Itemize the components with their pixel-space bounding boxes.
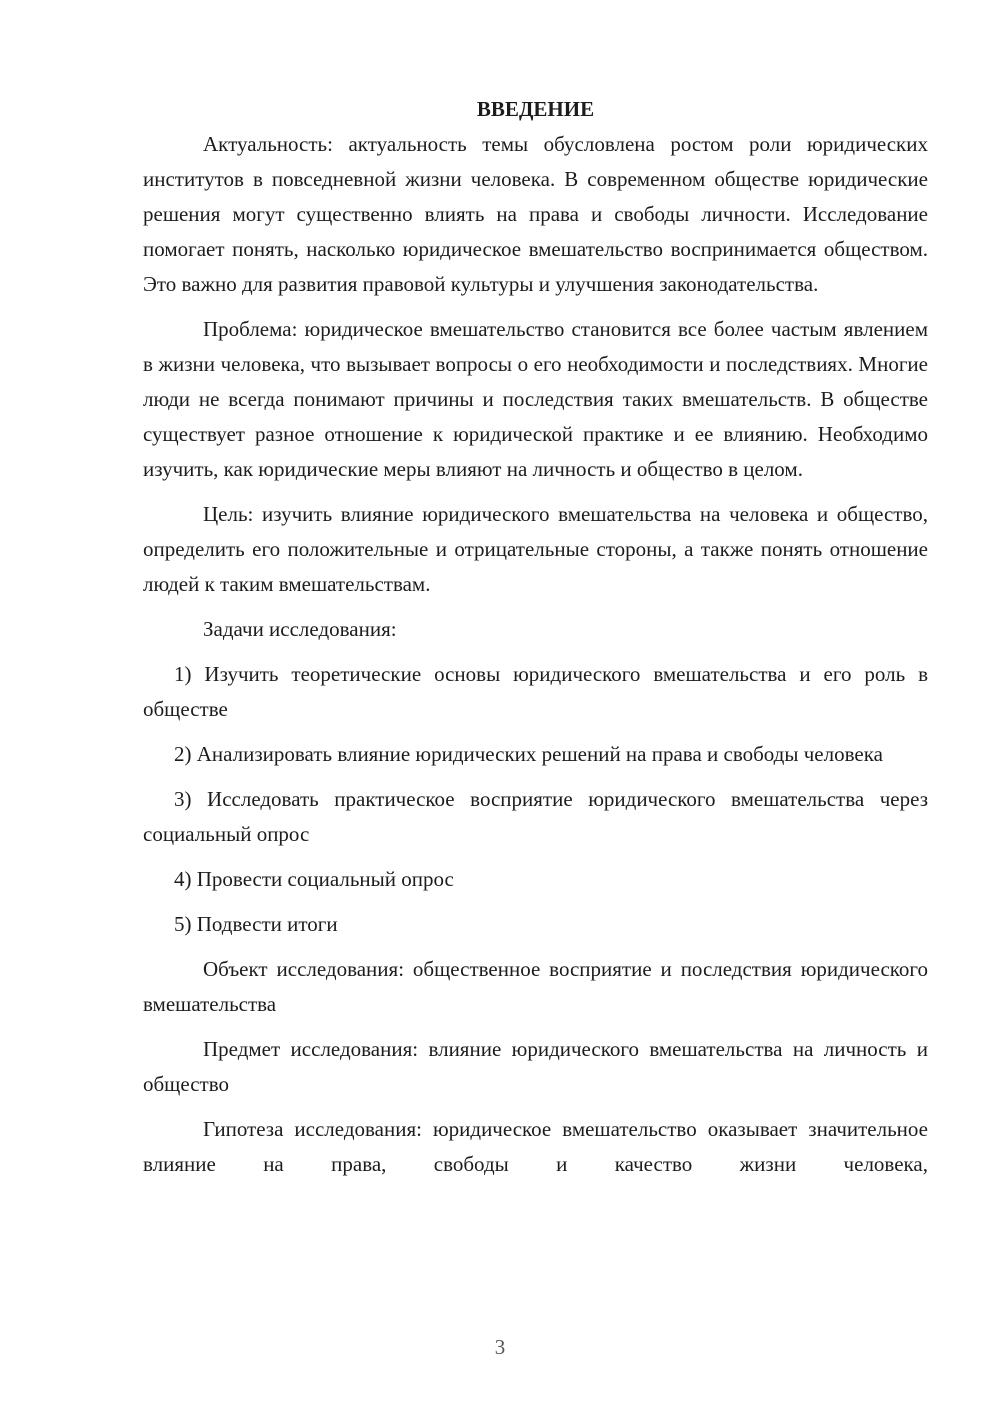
task-item-4: 4) Провести социальный опрос — [174, 867, 454, 891]
task-item-3: 3) Исследовать практическое восприятие юридического вмешательства через социальный опрос — [143, 787, 928, 846]
task-item-5: 5) Подвести итоги — [174, 912, 338, 936]
task-item-2: 2) Анализировать влияние юридических решений на права и свободы человека — [174, 742, 883, 766]
relevance-paragraph: Актуальность: актуальность темы обусловлена ростом роли юридических институтов в повседневной жизни человека. В современном обществе юридические решения могут существенно влиять на права и свободы личности. Исследование помогает понять, насколько юридическое вмешательство воспринимается обществом. Это важно для развития правовой культуры и улучшения законодательства. — [143, 132, 928, 296]
problem-paragraph: Проблема: юридическое вмешательство становится все более частым явлением в жизни человека, что вызывает вопросы о его необходимости и последствиях. Многие люди не всегда понимают причины и последствия таких вмешательств. В обществе существует разное отношение к юридической практике и ее влиянию. Необходимо изучить, как юридические меры влияют на личность и общество в целом. — [143, 317, 928, 481]
hypothesis-paragraph: Гипотеза исследования: юридическое вмешательство оказывает значительное влияние на права, свободы и качество жизни человека, — [143, 1117, 928, 1176]
tasks-heading: Задачи исследования: — [203, 617, 397, 641]
task-item-1: 1) Изучить теоретические основы юридического вмешательства и его роль в обществе — [143, 662, 928, 721]
document-page — [143, 92, 928, 1192]
section-title: ВВЕДЕНИЕ — [476, 97, 595, 121]
subject-paragraph: Предмет исследования: влияние юридического вмешательства на личность и общество — [143, 1037, 928, 1096]
page-number: 3 — [494, 1335, 506, 1359]
goal-paragraph: Цель: изучить влияние юридического вмешательства на человека и общество, определить его положительные и отрицательные стороны, а также понять отношение людей к таким вмешательствам. — [143, 502, 928, 596]
object-paragraph: Объект исследования: общественное восприятие и последствия юридического вмешательства — [143, 957, 928, 1016]
